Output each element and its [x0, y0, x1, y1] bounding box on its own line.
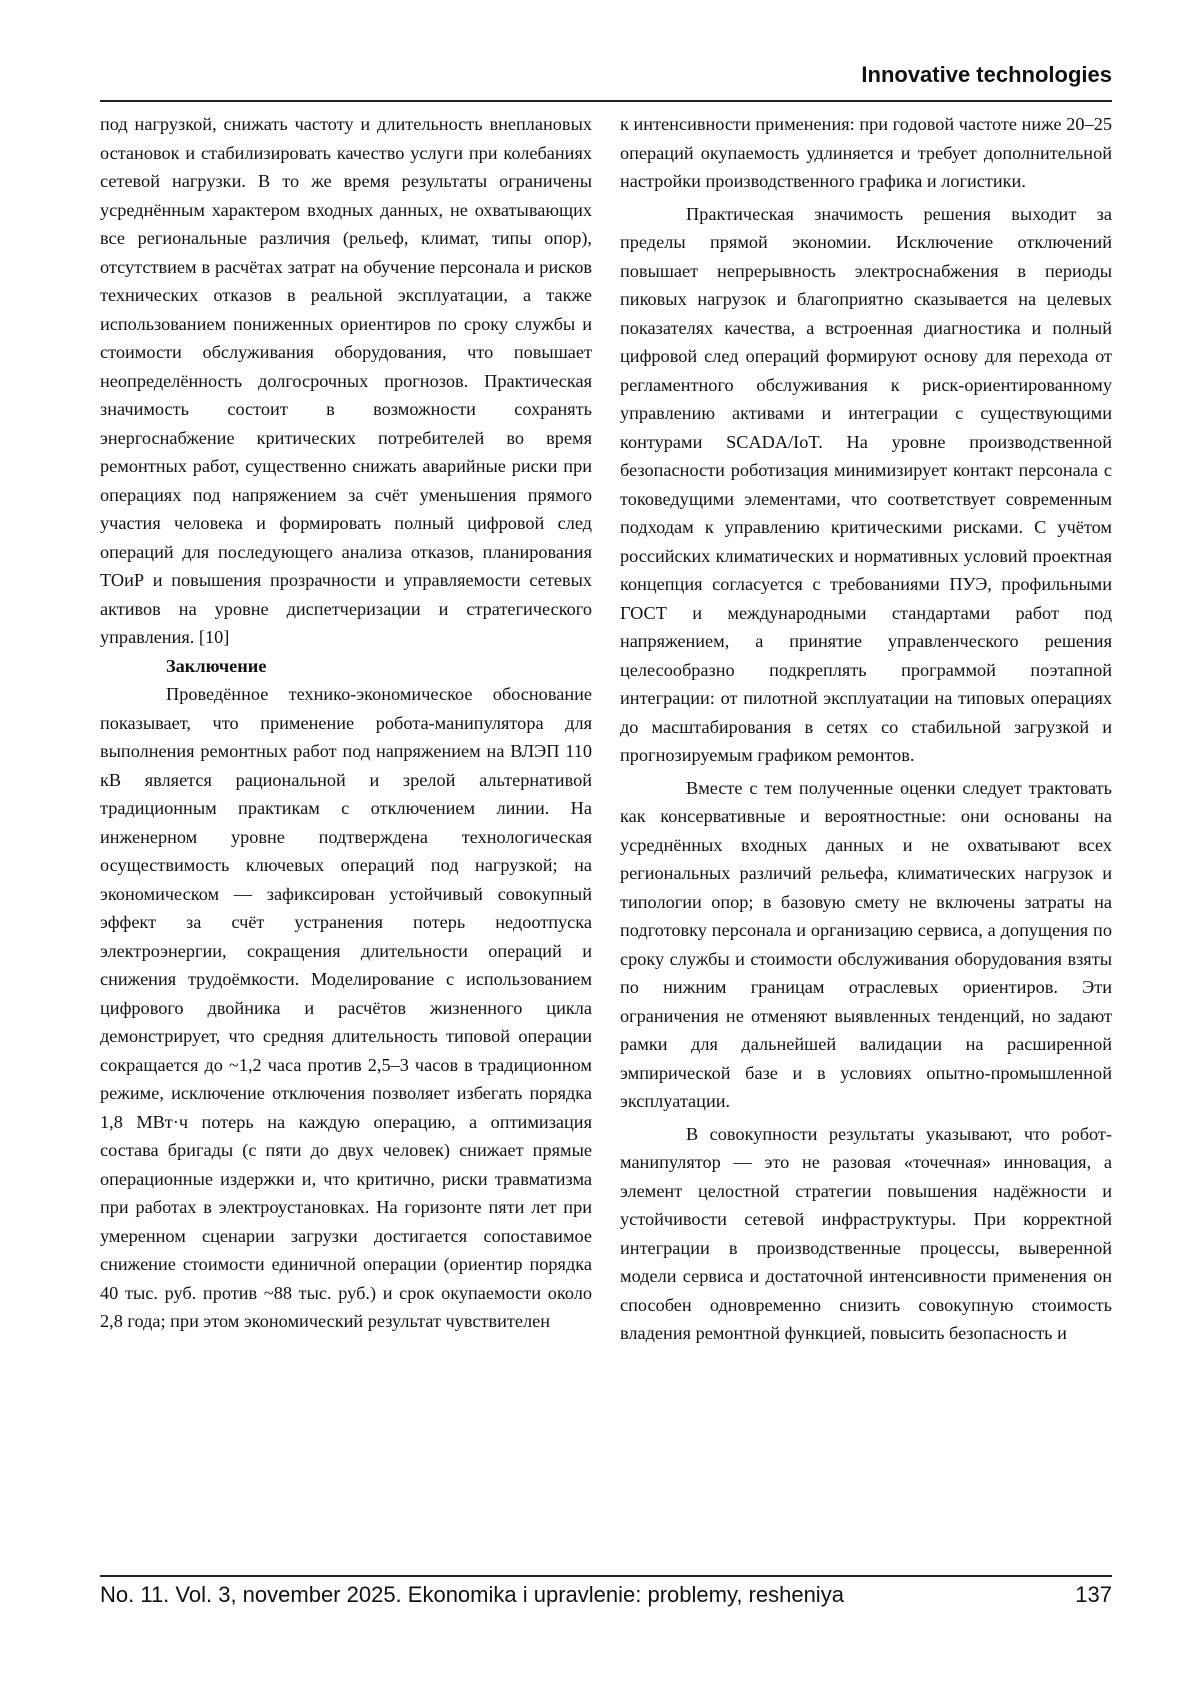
page-number: 137 [1075, 1582, 1112, 1607]
right-column [620, 110, 1112, 1348]
paragraph: В совокупности результаты указывают, что робот-манипулятор — это не разовая «точечная» инновация, а элемент целостной стратегии повышения надёжности и устойчивости сетевой инфраструктуры. При корректной интеграции в производственные процессы, выверенной модели сервиса и достаточной интенсивности применения он способен одновременно снизить совокупную стоимость владения ремонтной функцией, повысить безопасность и [620, 1123, 1112, 1343]
paragraph: Проведённое технико-экономическое обоснование показывает, что применение робота-манипулятора для выполнения ремонтных работ под напряжением на ВЛЭП 110 кВ является рациональной и зрелой альтернативой традиционным практикам с отключением линии. На инженерном уровне подтверждена технологическая осуществимость ключевых операций под нагрузкой; на экономическом — зафиксирован устойчивый совокупный эффект за счёт устранения потерь недоотпуска электроэнергии, сокращения длительности операций и снижения трудоёмкости. Моделирование с использованием цифрового двойника и расчётов жизненного цикла демонстрирует, что средняя длительность типовой операции сокращается до ~1,2 часа против 2,5–3 часов в традиционном режиме, исключение отключения позволяет избегать порядка 1,8 МВт·ч потерь на каждую операцию, а оптимизация состава бригады (с пяти до двух человек) снижает прямые операционные издержки и, что критично, риски травматизма при работах в электроустановках. На горизонте пяти лет при умеренном сценарии загрузки достигается сопоставимое снижение стоимости единичной операции (ориентир порядка 40 тыс. руб. против ~88 тыс. руб.) и срок окупаемости около 2,8 года; при этом экономический результат чувствителен [100, 684, 592, 1331]
paragraph: к интенсивности применения: при годовой частоте ниже 20–25 операций окупаемость удлиняется и требует дополнительной настройки производственного графика и логистики. [620, 114, 1112, 191]
running-header-title: Innovative technologies [861, 62, 1112, 87]
paragraph: Практическая значимость решения выходит за пределы прямой экономии. Исключение отключений повышает непрерывность электроснабжения в периоды пиковых нагрузок и благоприятно сказывается на целевых показателях качества, а встроенная диагностика и полный цифровой след операций формируют основу для перехода от регламентного обслуживания к риск-ориентированному управлению активами и интеграции с существующими контурами SCADA/IoT. На уровне производственной безопасности роботизация минимизирует контакт персонала с токоведущими элементами, что соответствует современным подходам к управлению критическими рисками. С учётом российских климатических и нормативных условий проектная концепция согласуется с требованиями ПУЭ, профильными ГОСТ и международными стандартами работ под напряжением, а принятие управленческого решения целесообразно подкреплять программой поэтапной интеграции: от пилотной эксплуатации на типовых операциях до масштабирования в сетях со стабильной загрузкой и прогнозируемым графиком ремонтов. [620, 203, 1112, 765]
header-divider [100, 100, 1112, 102]
journal-citation: No. 11. Vol. 3, november 2025. Ekonomika i upravlenie: problemy, resheniya [100, 1582, 844, 1607]
section-heading: Заключение [166, 655, 267, 676]
footer-divider [100, 1575, 1112, 1577]
paragraph: под нагрузкой, снижать частоту и длительность внеплановых остановок и стабилизировать качество услуги при колебаниях сетевой нагрузки. В то же время результаты ограничены усреднённым характером входных данных, не охватывающих все региональные различия (рельеф, климат, типы опор), отсутствием в расчётах затрат на обучение персонала и рисков технических отказов в реальной эксплуатации, а также использованием пониженных ориентиров по сроку службы и стоимости обслуживания оборудования, что повышает неопределённость долгосрочных прогнозов. Практическая значимость состоит в возможности сохранять энергоснабжение критических потребителей во время ремонтных работ, существенно снижать аварийные риски при операциях под напряжением за счёт уменьшения прямого участия человека и формировать полный цифровой след операций для последующего анализа отказов, планирования ТОиР и повышения прозрачности и управляемости сетевых активов на уровне диспетчеризации и стратегического управления. [10] [100, 114, 592, 647]
paragraph: Вместе с тем полученные оценки следует трактовать как консервативные и вероятностные: они основаны на усреднённых входных данных и не охватывают всех региональных различий рельефа, климатических нагрузок и типологии опор; в базовую смету не включены затраты на подготовку персонала и организацию сервиса, а допущения по сроку службы и стоимости обслуживания оборудования взяты по нижним границам отраслевых ориентиров. Эти ограничения не отменяют выявленных тенденций, но задают рамки для дальнейшей валидации на расширенной эмпирической базе и в условиях опытно-промышленной эксплуатации. [620, 777, 1112, 1111]
left-column [100, 110, 592, 1336]
